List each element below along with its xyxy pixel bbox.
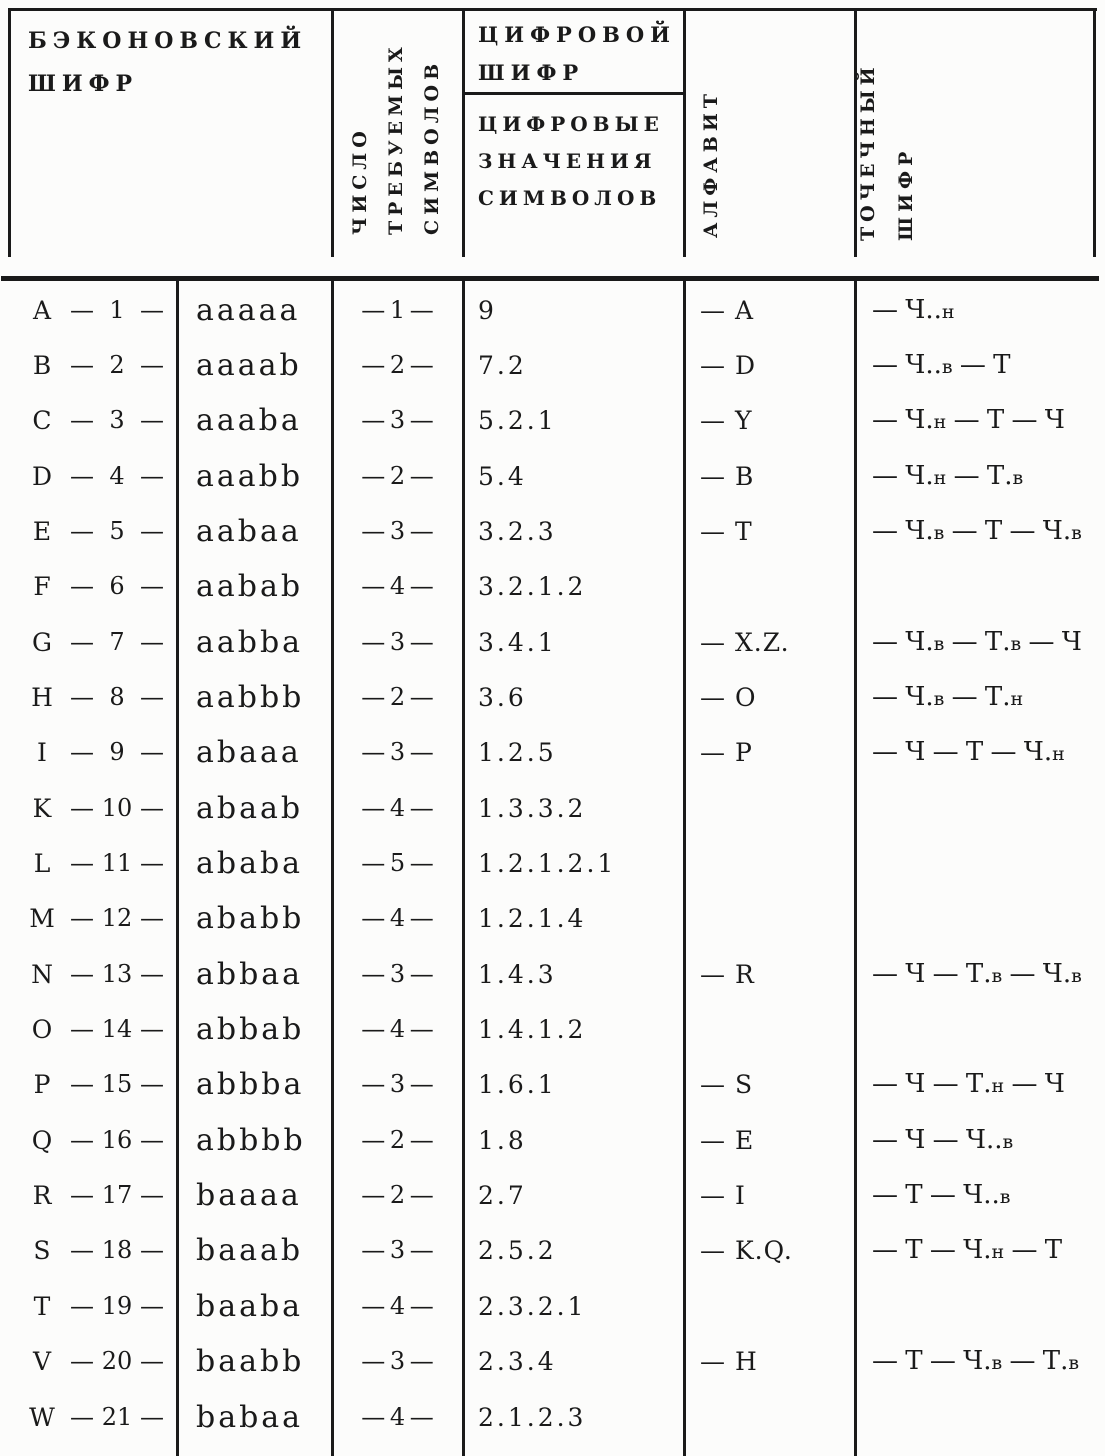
digital-cipher-value: 1.4.3: [478, 959, 557, 989]
dash-glyph: —: [140, 959, 164, 988]
symbol-count: — 2 —: [361, 1181, 434, 1210]
bacon-code: aabaa: [196, 513, 302, 549]
dot-cipher-value: — Ч.н — Т.в: [872, 460, 1024, 491]
symbol-count: — 1 —: [361, 295, 434, 324]
table-row: [0, 449, 1105, 504]
digital-cipher-value: 7.2: [478, 350, 527, 380]
dash-glyph: —: [140, 793, 164, 822]
dot-cipher-value: — Ч..в — Т: [872, 349, 1011, 380]
header-alphabet: [696, 88, 726, 238]
dot-cipher-value: — Ч.в — Т — Ч.в: [872, 515, 1082, 546]
dot-cipher-value: — Т — Ч.н — Т: [872, 1235, 1063, 1266]
dash-glyph: —: [140, 516, 164, 545]
dash-glyph: —: [70, 959, 94, 988]
digital-cipher-value: 1.8: [478, 1125, 527, 1155]
bacon-ordinal: 19: [101, 1291, 133, 1320]
bacon-ordinal: 7: [109, 627, 125, 656]
digital-cipher-value: 1.4.1.2: [478, 1015, 587, 1045]
bacon-code: aabba: [196, 624, 304, 660]
header-digital-values-line2: ЗНАЧЕНИЯ: [478, 149, 657, 173]
bacon-code: baaba: [196, 1288, 304, 1324]
header-divider-col2-col3: [462, 8, 465, 257]
dash-glyph: —: [70, 849, 94, 877]
dash-glyph: —: [70, 682, 94, 711]
symbol-count: — 4 —: [361, 572, 434, 601]
bacon-code: aaaab: [196, 347, 302, 383]
bacon-ordinal: 20: [101, 1347, 133, 1376]
bacon-ordinal: 10: [101, 793, 133, 822]
alphabet-letter: — K.Q.: [700, 1236, 793, 1266]
bacon-code: aaaaa: [196, 292, 301, 328]
bacon-ordinal: 15: [101, 1070, 133, 1099]
dot-cipher-value: — Ч.в — Т.н: [872, 681, 1024, 712]
table-row: [0, 1113, 1105, 1168]
alphabet-letter: — D: [700, 350, 756, 380]
header-alphabet-text: АЛФАВИТ: [700, 89, 722, 238]
dash-glyph: —: [140, 1236, 164, 1265]
table-row: [0, 947, 1105, 1002]
bacon-code: baabb: [196, 1344, 305, 1380]
digital-cipher-value: 3.6: [478, 682, 527, 712]
dash-glyph: —: [140, 904, 164, 933]
digital-cipher-value: 5.2.1: [478, 406, 557, 436]
table-row: [0, 670, 1105, 725]
digital-cipher-value: 1.6.1: [478, 1070, 557, 1100]
table-border-left: [8, 8, 11, 257]
bacon-code: aabab: [196, 569, 304, 605]
dash-glyph: —: [140, 461, 164, 490]
bacon-code: abaab: [196, 790, 304, 826]
bacon-letter: V: [32, 1347, 52, 1377]
digital-cipher-value: 1.3.3.2: [478, 793, 587, 823]
table-row: [0, 393, 1105, 448]
bacon-code: aaabb: [196, 458, 304, 494]
dash-glyph: —: [70, 572, 94, 601]
dash-glyph: —: [140, 1291, 164, 1320]
digital-cipher-value: 2.3.2.1: [478, 1291, 587, 1321]
dash-glyph: —: [70, 1402, 94, 1431]
header-digital-values-line1: ЦИФРОВЫЕ: [478, 112, 664, 136]
bacon-letter: O: [31, 1015, 53, 1045]
table-row: [0, 725, 1105, 780]
alphabet-letter: — Y: [700, 406, 753, 436]
dash-glyph: —: [70, 1125, 94, 1154]
bacon-letter: I: [37, 738, 47, 768]
header-divider-col1-col2: [331, 8, 334, 257]
dot-cipher-value: — Ч.н — Т — Ч: [872, 405, 1065, 436]
header-dot-cipher-line2: ШИФР: [895, 146, 917, 241]
dash-glyph: —: [140, 406, 164, 435]
symbol-count: — 3 —: [361, 406, 434, 435]
symbol-count: — 3 —: [361, 959, 434, 988]
dot-cipher-value: — Ч — Т.в — Ч.в: [872, 958, 1082, 989]
bacon-code: abbab: [196, 1012, 305, 1048]
header-digital-cipher: [478, 16, 676, 92]
table-row: [0, 283, 1105, 338]
dash-glyph: —: [70, 1070, 94, 1099]
table-row: [0, 836, 1105, 891]
header-bottom-rule: [1, 276, 1099, 281]
bacon-letter: W: [29, 1402, 55, 1432]
dash-glyph: —: [140, 849, 164, 877]
bacon-ordinal: 11: [101, 849, 133, 877]
table-row: [0, 781, 1105, 836]
dash-glyph: —: [140, 1015, 164, 1044]
table-row: [0, 1002, 1105, 1057]
bacon-ordinal: 17: [101, 1181, 133, 1210]
symbol-count: — 4 —: [361, 1291, 434, 1320]
alphabet-letter: — A: [700, 295, 755, 325]
dash-glyph: —: [70, 1181, 94, 1210]
bacon-ordinal: 4: [109, 461, 125, 490]
header-dot-cipher: [849, 55, 925, 241]
bacon-letter: C: [32, 406, 52, 436]
dash-glyph: —: [140, 572, 164, 601]
bacon-code: baaab: [196, 1233, 304, 1269]
table-row: [0, 1168, 1105, 1223]
bacon-letter: M: [29, 904, 55, 934]
dash-glyph: —: [70, 1236, 94, 1265]
alphabet-letter: — S: [700, 1070, 754, 1100]
bacon-letter: H: [31, 682, 53, 712]
dash-glyph: —: [70, 627, 94, 656]
dot-cipher-value: — Т — Ч.в — Т.в: [872, 1346, 1080, 1377]
dash-glyph: —: [70, 516, 94, 545]
dash-glyph: —: [140, 1070, 164, 1099]
alphabet-letter: — X.Z.: [700, 627, 790, 657]
dot-cipher-value: — Т — Ч..в: [872, 1180, 1011, 1211]
symbol-count: — 2 —: [361, 682, 434, 711]
dash-glyph: —: [140, 682, 164, 711]
bacon-letter: K: [32, 793, 52, 823]
bacon-ordinal: 1: [109, 295, 125, 324]
bacon-ordinal: 8: [109, 682, 125, 711]
bacon-letter: F: [33, 572, 51, 602]
symbol-count: — 2 —: [361, 1125, 434, 1154]
symbol-count: — 3 —: [361, 1347, 434, 1376]
digital-cipher-value: 2.3.4: [478, 1347, 557, 1377]
bacon-letter: P: [33, 1070, 51, 1100]
digital-cipher-value: 2.5.2: [478, 1236, 557, 1266]
table-row: [0, 891, 1105, 946]
table-row: [0, 1390, 1105, 1445]
digital-cipher-value: 1.2.1.4: [478, 904, 587, 934]
table-row: [0, 338, 1105, 393]
symbol-count: — 3 —: [361, 516, 434, 545]
bacon-letter: D: [31, 461, 53, 491]
table-row: [0, 1334, 1105, 1389]
table-border-right: [1093, 8, 1096, 257]
digital-cipher-subdivider: [462, 92, 686, 95]
bacon-code: aabbb: [196, 679, 305, 715]
dash-glyph: —: [140, 738, 164, 767]
symbol-count: — 3 —: [361, 1236, 434, 1265]
dash-glyph: —: [140, 1402, 164, 1431]
bacon-code: ababb: [196, 901, 305, 937]
dash-glyph: —: [70, 350, 94, 379]
dot-cipher-value: — Ч — Ч..в: [872, 1124, 1014, 1155]
bacon-ordinal: 16: [101, 1125, 133, 1154]
alphabet-letter: — O: [700, 682, 757, 712]
dash-glyph: —: [140, 1181, 164, 1210]
symbol-count: — 4 —: [361, 1015, 434, 1044]
bacon-code: baaaa: [196, 1178, 302, 1214]
dash-glyph: —: [70, 1347, 94, 1376]
table-row: [0, 1279, 1105, 1334]
table-row: [0, 1057, 1105, 1112]
header-digital-values: [478, 106, 664, 217]
bacon-letter: B: [32, 350, 52, 380]
digital-cipher-value: 3.2.1.2: [478, 572, 587, 602]
alphabet-letter: — E: [700, 1125, 755, 1155]
bacon-letter: N: [31, 959, 53, 989]
bacon-ordinal: 3: [109, 406, 125, 435]
bacon-ordinal: 2: [109, 350, 125, 379]
table-border-top: [8, 8, 1097, 11]
symbol-count: — 3 —: [361, 1070, 434, 1099]
bacon-ordinal: 5: [109, 516, 125, 545]
table-row: [0, 1223, 1105, 1278]
header-digital-values-line3: СИМВОЛОВ: [478, 186, 662, 210]
dash-glyph: —: [70, 1291, 94, 1320]
bacon-letter: S: [33, 1236, 51, 1266]
dash-glyph: —: [70, 406, 94, 435]
bacon-code: abbba: [196, 1067, 305, 1103]
bacon-ordinal: 14: [101, 1015, 133, 1044]
symbol-count: — 2 —: [361, 350, 434, 379]
dash-glyph: —: [140, 627, 164, 656]
header-divider-col3-col4: [683, 8, 686, 257]
header-digital-line2: ШИФР: [478, 60, 585, 85]
symbol-count: — 2 —: [361, 461, 434, 490]
bacon-code: abaaa: [196, 735, 302, 771]
bacon-letter: E: [32, 516, 52, 546]
header-required-symbols-count: [342, 42, 452, 235]
bacon-ordinal: 13: [101, 959, 133, 988]
bacon-letter: R: [32, 1181, 52, 1211]
symbol-count: — 3 —: [361, 738, 434, 767]
bacon-code: ababa: [196, 846, 304, 881]
header-dot-cipher-line1: ТОЧЕЧНЫЙ: [857, 62, 879, 241]
alphabet-letter: — T: [700, 516, 753, 546]
digital-cipher-value: 9: [478, 295, 497, 325]
symbol-count: — 4 —: [361, 904, 434, 933]
header-baconian-line2: ШИФР: [28, 71, 139, 97]
bacon-code: aaaba: [196, 403, 302, 439]
bacon-ordinal: 12: [101, 904, 133, 933]
bacon-code: babaa: [196, 1399, 304, 1435]
header-count-line2: ТРЕБУЕМЫХ: [385, 42, 407, 235]
dot-cipher-value: — Ч.в — Т.в — Ч: [872, 626, 1082, 657]
dash-glyph: —: [140, 295, 164, 324]
bacon-code: abbaa: [196, 956, 304, 992]
dash-glyph: —: [70, 461, 94, 490]
digital-cipher-value: 1.2.1.2.1: [478, 849, 617, 878]
bacon-letter: G: [32, 627, 52, 657]
bacon-letter: A: [32, 295, 52, 325]
digital-cipher-value: 3.2.3: [478, 516, 557, 546]
dash-glyph: —: [70, 738, 94, 767]
digital-cipher-value: 2.7: [478, 1181, 527, 1211]
alphabet-letter: — H: [700, 1347, 758, 1377]
symbol-count: — 4 —: [361, 1402, 434, 1431]
dash-glyph: —: [70, 1015, 94, 1044]
bacon-letter: L: [33, 849, 51, 878]
header-baconian-cipher: [28, 20, 307, 106]
bacon-ordinal: 21: [101, 1402, 133, 1431]
header-baconian-line1: БЭКОНОВСКИЙ: [28, 28, 308, 54]
digital-cipher-value: 1.2.5: [478, 738, 557, 768]
table-row: [0, 559, 1105, 614]
dash-glyph: —: [70, 295, 94, 324]
table-row: [0, 504, 1105, 559]
bacon-letter: T: [33, 1291, 51, 1321]
bacon-ordinal: 6: [109, 572, 125, 601]
dot-cipher-value: — Ч — Т.н — Ч: [872, 1069, 1065, 1100]
header-count-line1: ЧИСЛО: [349, 126, 371, 235]
symbol-count: — 3 —: [361, 627, 434, 656]
alphabet-letter: — I: [700, 1181, 746, 1211]
symbol-count: — 4 —: [361, 793, 434, 822]
dash-glyph: —: [70, 904, 94, 933]
dash-glyph: —: [140, 1347, 164, 1376]
alphabet-letter: — B: [700, 461, 755, 491]
bacon-ordinal: 18: [101, 1236, 133, 1265]
digital-cipher-value: 5.4: [478, 461, 527, 491]
dash-glyph: —: [140, 350, 164, 379]
bacon-code: abbbb: [196, 1122, 306, 1158]
header-count-line3: СИМВОЛОВ: [421, 58, 443, 235]
dash-glyph: —: [70, 793, 94, 822]
symbol-count: — 5 —: [361, 849, 434, 877]
dot-cipher-value: — Ч..н: [872, 294, 955, 325]
digital-cipher-value: 3.4.1: [478, 627, 557, 657]
table-row: [0, 615, 1105, 670]
bacon-ordinal: 9: [109, 738, 125, 767]
dot-cipher-value: — Ч — Т — Ч.н: [872, 737, 1065, 768]
digital-cipher-value: 2.1.2.3: [478, 1402, 587, 1432]
alphabet-letter: — R: [700, 959, 755, 989]
bacon-letter: Q: [31, 1125, 53, 1155]
dash-glyph: —: [140, 1125, 164, 1154]
header-digital-line1: ЦИФРОВОЙ: [478, 22, 677, 47]
alphabet-letter: — P: [700, 738, 753, 768]
